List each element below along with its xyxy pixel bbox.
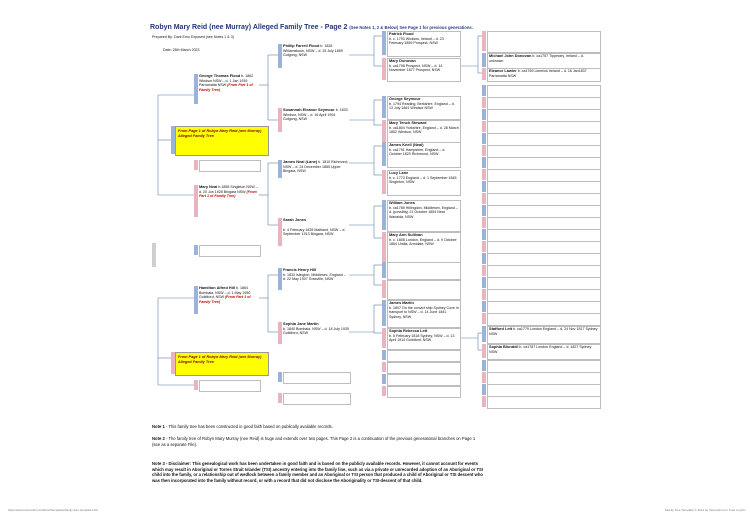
person-name: Sophia Rebecca Lett	[389, 328, 428, 333]
person-detail: b. 1807 On the convict ship Sydney Cove in transport to NSW – d. 14 June 1841 Sydney, NSW	[389, 305, 459, 319]
person-detail: b. 1864 Bombala, NSW – d. 1 May 1950 Guildford, NSW	[199, 286, 251, 300]
gen3-marker	[278, 322, 282, 344]
gen3-marker	[278, 160, 282, 178]
gen3-marker	[278, 108, 282, 132]
person-card	[387, 58, 461, 82]
person-detail: b. 4 February 1835 Maitland, NSW – d. September 1913 Bingara, NSW	[283, 227, 346, 237]
gen4-marker	[382, 262, 386, 278]
gen3-marker	[278, 218, 282, 246]
person-detail: b. 1840 Bombala, NSW – d. 18 July 1935 Guildford, NSW	[283, 326, 349, 336]
from-page1-box: From Page 1 of Robyn Mary Reid (nee Murray) Alleged Family Tree	[175, 352, 269, 376]
gen4-empty-marker	[382, 386, 386, 396]
person-card	[487, 53, 601, 69]
person-card	[199, 74, 259, 104]
gen5-marker	[482, 326, 486, 342]
gen5-empty-marker	[482, 396, 486, 407]
person-name: Sophia Jane Martin	[283, 321, 319, 326]
gen4-marker	[382, 232, 386, 262]
person-card	[487, 344, 601, 360]
gen5-empty-marker	[482, 109, 486, 120]
empty-person-box	[387, 386, 461, 398]
prepared-by: Prepared By: Dark Emu Exposed (see Notes 1 & 3)	[152, 35, 234, 39]
gen5-empty-marker	[482, 121, 486, 132]
root-stub	[152, 243, 156, 267]
person-card	[487, 68, 601, 82]
gen5-empty-marker	[482, 384, 486, 395]
gen4-marker	[382, 170, 386, 194]
gen5-empty-marker	[482, 313, 486, 324]
person-card	[387, 200, 461, 232]
gen4-marker	[382, 96, 386, 118]
gen4-empty-marker	[382, 374, 386, 384]
gen3-marker	[278, 268, 282, 290]
gen5-marker	[482, 31, 486, 51]
person-name: Phillip Farrell Flood	[283, 43, 320, 48]
person-card	[283, 322, 349, 344]
footer-url: https://www.vertex42.com/ExcelTemplates/family-tree-template.html	[8, 508, 98, 512]
person-card	[283, 44, 349, 68]
gen5-empty-marker	[482, 360, 486, 371]
gen2-marker	[194, 74, 198, 104]
person-name: Susannah Eleanor Seymour	[283, 107, 335, 112]
gen5-empty-marker	[482, 133, 486, 144]
person-name: Eleanor Lawler	[489, 68, 517, 73]
person-card	[387, 232, 461, 264]
empty-person-box	[387, 280, 461, 300]
person-name: Mary Donovan	[389, 58, 416, 63]
gen3-marker	[278, 44, 282, 68]
person-card	[387, 170, 461, 196]
person-detail: b. 1794 Reading, Berkshire, England – d. 13 July 1861 Windsor NSW	[389, 101, 455, 111]
person-detail: b. ca1804 Yorkshire, England – d. 28 March 1852 Windsor, NSW	[389, 125, 459, 135]
page-subtitle: (See Notes 1, 2 & Below) See Page 1 for previous generations.	[349, 25, 473, 30]
person-detail: b. 1828 Williamstown, NSW – d. 25 July 1899 Gulgong, NSW	[283, 44, 343, 58]
person-detail: b. 5 February 1818 Sydney, NSW – d. 13 April 1914 Guildford, NSW	[389, 333, 455, 343]
gen3-empty-marker	[278, 372, 282, 382]
person-name: Lucy Lane	[389, 170, 409, 175]
person-name: Hamilton Alfred Hill	[199, 285, 235, 290]
empty-person-box	[487, 313, 601, 326]
person-card	[387, 142, 461, 168]
person-detail: b. 1810 Richmond, NSW – d. 24 December 1885 Upper Bingara, NSW	[283, 160, 349, 174]
empty-person-box	[487, 396, 601, 409]
person-detail: b. ca1769 Limerick Ireland – d. 16 Jan1837 Parramatta NSW	[489, 69, 587, 78]
gen5-marker	[482, 68, 486, 80]
person-detail: b. ca1757 Tipperary, Ireland – d. unknown	[489, 54, 584, 63]
person-detail: b. ca1791 Hampshire, England – d. October 1820 Richmond, NSW	[389, 147, 446, 157]
person-ref: (From Part 1 of Family Tree)	[199, 295, 251, 304]
empty-person-box	[199, 245, 261, 257]
empty-person-box	[199, 160, 261, 172]
gen5-empty-marker	[482, 277, 486, 288]
person-detail: b. ca1787 London England – d. 1827 Sydney NSW	[489, 345, 592, 354]
person-card	[387, 31, 461, 57]
gen5-empty-marker	[482, 205, 486, 216]
person-name: George Thomas Flood	[199, 73, 241, 78]
gen4-marker	[382, 142, 386, 166]
empty-person-box	[387, 350, 461, 362]
empty-person-box	[387, 374, 461, 386]
person-card	[199, 286, 259, 314]
gen5-empty-marker	[482, 241, 486, 252]
person-detail: b. ca1779 London England – d. 24 Nov 1817 Sydney NSW	[489, 327, 598, 336]
gen2-marker	[194, 286, 198, 314]
gen4-marker	[382, 328, 386, 348]
date-label: Date: 26th March 2023	[163, 48, 200, 52]
person-detail: b. 1862 Windsor NSW – d. 1 Jan 1939 Parramatta NSW	[199, 74, 254, 88]
person-name: Stafford Lett	[489, 326, 513, 331]
gen5-empty-marker	[482, 85, 486, 96]
person-card	[387, 300, 461, 328]
person-card	[387, 328, 461, 350]
note-3: Note 3 - Disclaimer: This genealogical work has been undertaken in good faith and is based on the publicly available records. However, it cannot account for events which may result in Aboriginal or Torres Strait Islander (TSI) ancestry entering into the family line, such as via a private or unrecorded adoption of an Aboriginal or TSI child into the family, or a relationship out of wedlock between a family member and an Aboriginal or TSI person that produced a child of Aboriginal or TSI descent who was then incorporated into the family without record, or with a record that did not disclose the Aboriginality or TSI-descent of that child.	[152, 461, 483, 484]
gen5-empty-marker	[482, 265, 486, 276]
person-card	[199, 185, 259, 217]
person-name: James Martin	[389, 300, 414, 305]
person-name: Mary Ann Sullivan	[389, 232, 423, 237]
gen4-marker	[382, 300, 386, 326]
gen5-empty-marker	[482, 169, 486, 180]
person-name: Francis Henry Hill	[283, 267, 317, 272]
gen4-empty-marker	[382, 362, 386, 372]
gen5-empty-marker	[482, 145, 486, 156]
gen5-marker	[482, 53, 486, 67]
person-card	[283, 160, 349, 178]
empty-person-box	[487, 31, 601, 53]
person-card	[387, 120, 461, 144]
from-page1-box: From Page 1 of Robyn Mary Reid (nee Murray) Alleged Family Tree	[175, 126, 269, 156]
gen4-marker	[382, 120, 386, 142]
person-card	[487, 326, 601, 344]
person-name: Mary Tench Steward	[389, 120, 427, 125]
person-detail: b. c. 1793 Wicklow, Ireland – d. 23 February 1859 Prospect, NSW	[389, 36, 444, 46]
gen4-marker	[382, 280, 386, 298]
person-name: George Seymour	[389, 96, 421, 101]
person-name: James Neal (Lane)	[283, 159, 318, 164]
person-detail: b.1855 Singleton NSW – d. 20 Jun 1928 Bingara NSW	[199, 185, 258, 194]
note-1: Note 1 - This family tree has been constructed in good faith based on publically available records.	[152, 424, 333, 429]
empty-person-box	[283, 372, 351, 384]
gen2-empty-marker	[194, 380, 198, 390]
gen5-empty-marker	[482, 181, 486, 192]
person-name: Michael John Donovan	[489, 53, 532, 58]
person-detail: b. 1833 Windsor, NSW – d. 16 April 1904 Gulgong, NSW	[283, 108, 348, 122]
person-name: Patrick Flood	[389, 31, 414, 36]
page-title: Robyn Mary Reid (nee Murray) Alleged Family Tree - Page 2 (See Notes 1, 2 & Below) See Page 1 for previous generations.	[150, 24, 473, 31]
person-name: Sophia Blundell	[489, 344, 519, 349]
person-detail: b. c. 1808 London, England – d. 9 October 1864 Uralla, Armidale, NSW	[389, 237, 457, 247]
empty-person-box	[387, 262, 461, 280]
person-card	[387, 96, 461, 120]
person-detail: b. ca1798 Prospect, NSW – d. 14 November 1877 Prospect, NSW	[389, 63, 443, 73]
person-card	[283, 108, 349, 132]
footer-copyright: Family Tree Template © 2014 by Vertex42.com. Free to print.	[664, 508, 746, 512]
note-2: Note 2 - The family tree of Robyn Mary Murray (nee Reid) is huge and extends over two pages. This Page 2 is a continuation of the previous generational branches on Page 1 (see as a separate File).	[152, 436, 476, 447]
gen2-marker	[194, 185, 198, 217]
gen5-empty-marker	[482, 301, 486, 312]
person-name: William Jones	[389, 200, 415, 205]
gen5-empty-marker	[482, 157, 486, 168]
gen4-marker	[382, 200, 386, 230]
person-ref: (From Part 1 of Family Tree)	[199, 189, 257, 199]
gen5-empty-marker	[482, 193, 486, 204]
gen4-marker	[382, 31, 386, 55]
gen2-empty-marker	[194, 245, 198, 255]
gen4-empty-marker	[382, 350, 386, 360]
gen5-empty-marker	[482, 372, 486, 383]
empty-person-box	[387, 362, 461, 374]
person-detail: b. ca1789 Hillingdon, Middlesex, England – d. (possibly) 21 October 1854 Near Warialda, NSW	[389, 205, 458, 219]
gen3-empty-marker	[278, 393, 282, 403]
person-name: Mary Neal	[199, 184, 218, 189]
empty-person-box	[199, 380, 261, 392]
gen5-empty-marker	[482, 253, 486, 264]
empty-person-box	[283, 393, 351, 405]
person-name: Sarah Jones	[283, 217, 307, 222]
gen5-empty-marker	[482, 97, 486, 108]
person-card	[283, 268, 349, 290]
person-detail: b. c. 1773 England – d. 1 September 1845 Singleton, NSW	[389, 175, 457, 185]
person-card	[283, 218, 349, 246]
person-name: James Knell (Neal)	[389, 142, 424, 147]
gen5-empty-marker	[482, 229, 486, 240]
gen4-marker	[382, 58, 386, 80]
gen5-empty-marker	[482, 217, 486, 228]
person-detail: b. 1833 Islington, Middlesex, England – d. 22 May 1907 Granville, NSW	[283, 272, 346, 282]
gen2-empty-marker	[194, 160, 198, 170]
gen5-marker	[482, 344, 486, 358]
person-ref: (From Part 1 of Family Tree)	[199, 83, 253, 92]
gen5-empty-marker	[482, 289, 486, 300]
